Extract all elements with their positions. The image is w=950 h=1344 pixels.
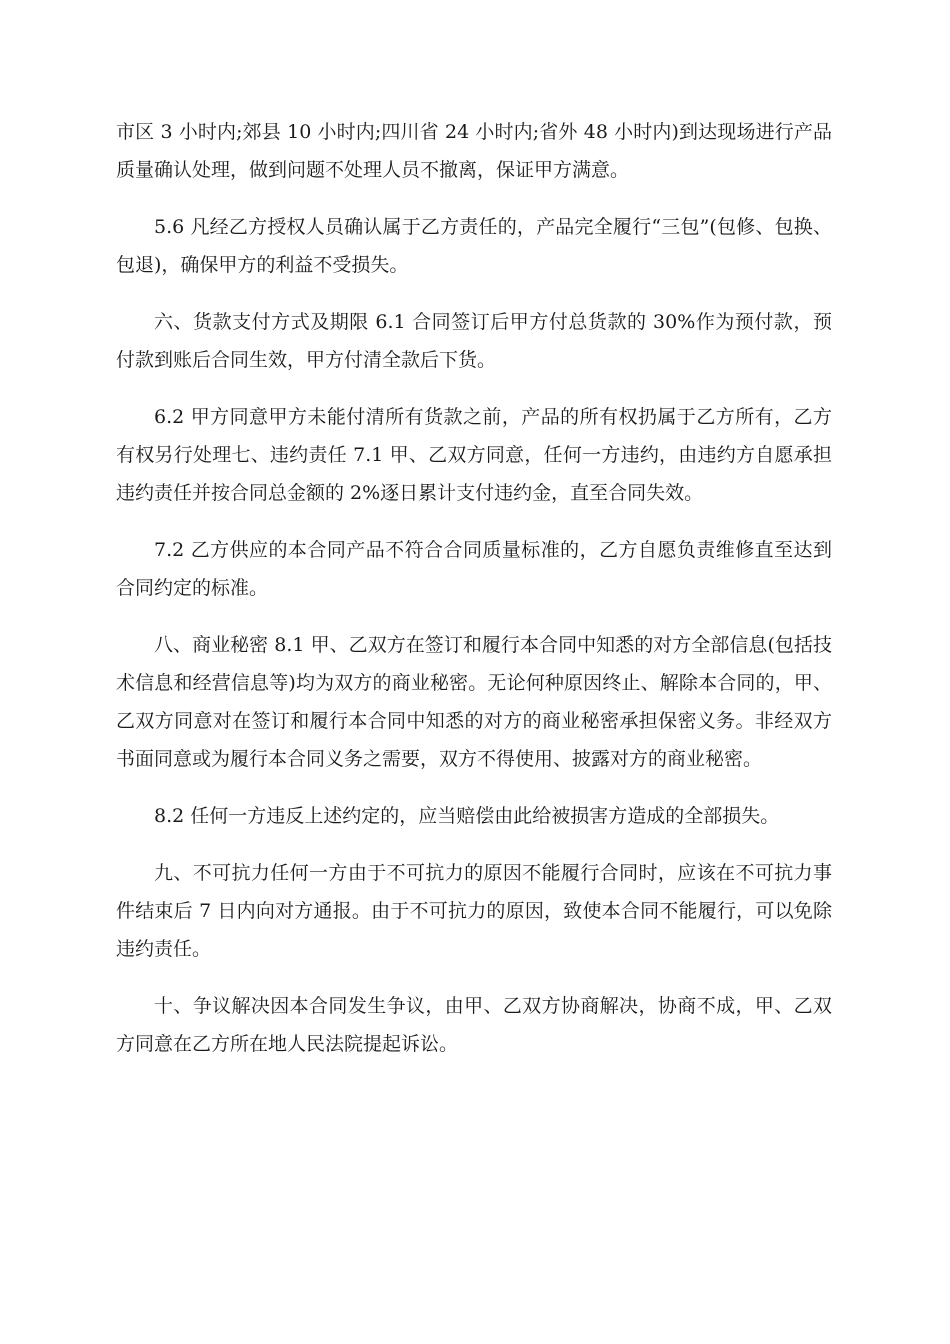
paragraph-ownership-breach: 6.2 甲方同意甲方未能付清所有货款之前，产品的所有权扔属于乙方所有，乙方有权另行处理七、违约责任 7.1 甲、乙双方同意，任何一方违约，由违约方自愿承担违约责任并按合同总金额的 2%逐日累计支付违约金，直至合同失效。 xyxy=(116,406,832,504)
paragraph-service-response: 市区 3 小时内;郊县 10 小时内;四川省 24 小时内;省外 48 小时内)到达现场进行产品质量确认处理，做到问题不处理人员不撤离，保证甲方满意。 xyxy=(116,121,832,181)
paragraph-three-guarantees: 5.6 凡经乙方授权人员确认属于乙方责任的，产品完全履行“三包”(包修、包换、包退)，确保甲方的利益不受损失。 xyxy=(116,216,832,276)
paragraph-force-majeure: 九、不可抗力任何一方由于不可抗力的原因不能履行合同时，应该在不可抗力事件结束后 7 日内向对方通报。由于不可抗力的原因，致使本合同不能履行，可以免除违约责任。 xyxy=(116,862,832,960)
paragraph-trade-secrets: 八、商业秘密 8.1 甲、乙双方在签订和履行本合同中知悉的对方全部信息(包括技术信息和经营信息等)均为双方的商业秘密。无论何种原因终止、解除本合同的，甲、乙双方同意对在签订和履行本合同中知悉的对方的商业秘密承担保密义务。非经双方书面同意或为履行本合同义务之需要，双方不得使用、披露对方的商业秘密。 xyxy=(116,634,832,770)
document-body xyxy=(116,113,832,1082)
paragraph-dispute-resolution: 十、争议解决因本合同发生争议，由甲、乙双方协商解决，协商不成，甲、乙双方同意在乙方所在地人民法院提起诉讼。 xyxy=(116,995,832,1055)
paragraph-secret-compensation: 8.2 任何一方违反上述约定的，应当赔偿由此给被损害方造成的全部损失。 xyxy=(154,805,780,827)
paragraph-quality-repair: 7.2 乙方供应的本合同产品不符合合同质量标准的，乙方自愿负责维修直至达到合同约定的标准。 xyxy=(116,539,832,599)
paragraph-payment-terms: 六、货款支付方式及期限 6.1 合同签订后甲方付总货款的 30%作为预付款，预付款到账后合同生效，甲方付清全款后下货。 xyxy=(116,311,832,371)
